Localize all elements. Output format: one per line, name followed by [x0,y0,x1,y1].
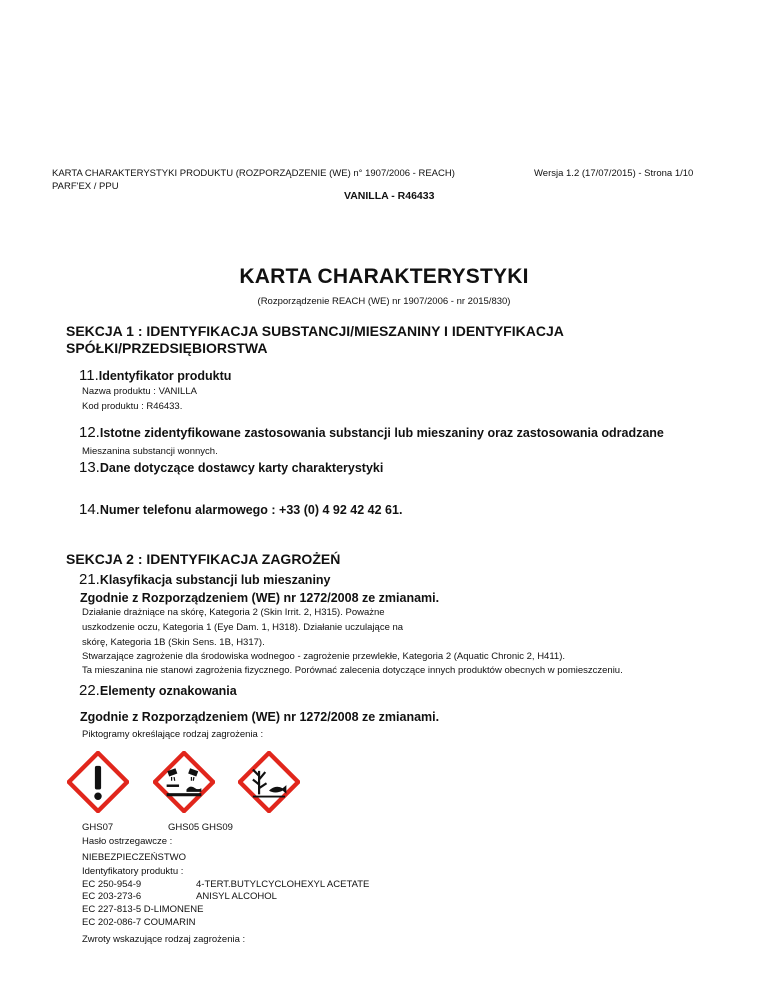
subsection-number: 21. [79,571,100,588]
subsection-number: 22. [79,682,100,699]
identifier: EC 227-813-5 D-LIMONENE [82,904,204,915]
classification-line: uszkodzenie oczu, Kategoria 1 (Eye Dam. 1, H318). Działanie uczulające na [82,622,404,633]
header-version-page: Wersja 1.2 (17/07/2015) - Strona 1/10 [534,168,694,179]
ghs-label: GHS05 GHS09 [168,822,233,833]
identifiers-label: Identyfikatory produktu : [82,866,184,877]
ghs09-environment-icon [238,751,300,813]
identifier-ec: EC 250-954-9 [82,879,142,890]
classification-line: Działanie drażniące na skórę, Kategoria 2 (Skin Irrit. 2, H315). Poważne [82,607,385,618]
header-supplier: PARF'EX / PPU [52,181,119,192]
subsection-2-2 [79,682,237,699]
identifier-name: ANISYL ALCOHOL [196,891,277,902]
section1-title: SEKCJA 1 : IDENTYFIKACJA SUBSTANCJI/MIESZANINY I IDENTYFIKACJA [66,323,564,339]
subsection-title: Istotne zidentyfikowane zastosowania substancji lub mieszaniny oraz zastosowania odradzane [99,426,664,440]
subsection-1-4 [79,501,402,518]
hazard-statements-label: Zwroty wskazujące rodzaj zagrożenia : [82,934,246,945]
subsection-2-1 [79,571,331,588]
subsection-1-2 [79,424,664,441]
product-name: Nazwa produktu : VANILLA [82,386,197,397]
identifier-ec: EC 203-273-6 [82,891,142,902]
identifier: EC 202-086-7 COUMARIN [82,917,196,928]
subsection-number: 14. [79,501,100,518]
subsection-title: Identyfikator produktu [98,369,232,383]
subsection-title: Klasyfikacja substancji lub mieszaniny [99,573,331,587]
ghs05-corrosion-icon [153,751,215,813]
regulation-heading: Zgodnie z Rozporządzeniem (WE) nr 1272/2008 ze zmianami. [80,710,440,724]
signal-word: NIEBEZPIECZEŃSTWO [82,852,186,863]
ghs-label: GHS07 [82,822,114,833]
signal-word-label: Hasło ostrzegawcze : [82,836,173,847]
classification-line: Ta mieszanina nie stanowi zagrożenia fizycznego. Porównać zalecenia dotyczące innych produktów obecnych w pomieszczeniu. [82,665,623,676]
classification-line: Stwarzające zagrożenie dla środowiska wodnegoo - zagrożenie przewlekłe, Kategoria 2 (Aquatic Chronic 2, H411). [82,651,565,662]
subsection-number: 13. [79,459,100,476]
header-doc-title: KARTA CHARAKTERYSTYKI PRODUKTU (ROZPORZĄDZENIE (WE) n° 1907/2006 - REACH) [52,168,455,179]
subsection-number: 11. [79,367,99,384]
subsection-title: Dane dotyczące dostawcy karty charakterystyki [99,461,384,475]
page-title: KARTA CHARAKTERYSTYKI [239,265,529,288]
subsection-1-1 [79,367,231,384]
subsection-1-3 [79,459,383,476]
section1-title-cont: SPÓŁKI/PRZEDSIĘBIORSTWA [66,340,268,356]
subsection-title: Numer telefonu alarmowego : +33 (0) 4 92 42 42 61. [99,503,403,517]
product-code: Kod produktu : R46433. [82,401,183,412]
section2-title: SEKCJA 2 : IDENTYFIKACJA ZAGROŻEŃ [66,551,341,567]
classification-line: skórę, Kategoria 1B (Skin Sens. 1B, H317). [82,637,265,648]
page-subtitle: (Rozporządzenie REACH (WE) nr 1907/2006 - nr 2015/830) [257,296,511,307]
pictograms-label: Piktogramy określające rodzaj zagrożenia : [82,729,264,740]
subsection-title: Elementy oznakowania [99,684,237,698]
header-product: VANILLA - R46433 [344,190,435,202]
regulation-heading: Zgodnie z Rozporządzeniem (WE) nr 1272/2008 ze zmianami. [80,591,440,605]
identifier-name: 4-TERT.BUTYLCYCLOHEXYL ACETATE [196,879,370,890]
subsection-number: 12. [79,424,100,441]
ghs07-exclamation-icon [67,751,129,813]
use-text: Mieszanina substancji wonnych. [82,446,218,457]
